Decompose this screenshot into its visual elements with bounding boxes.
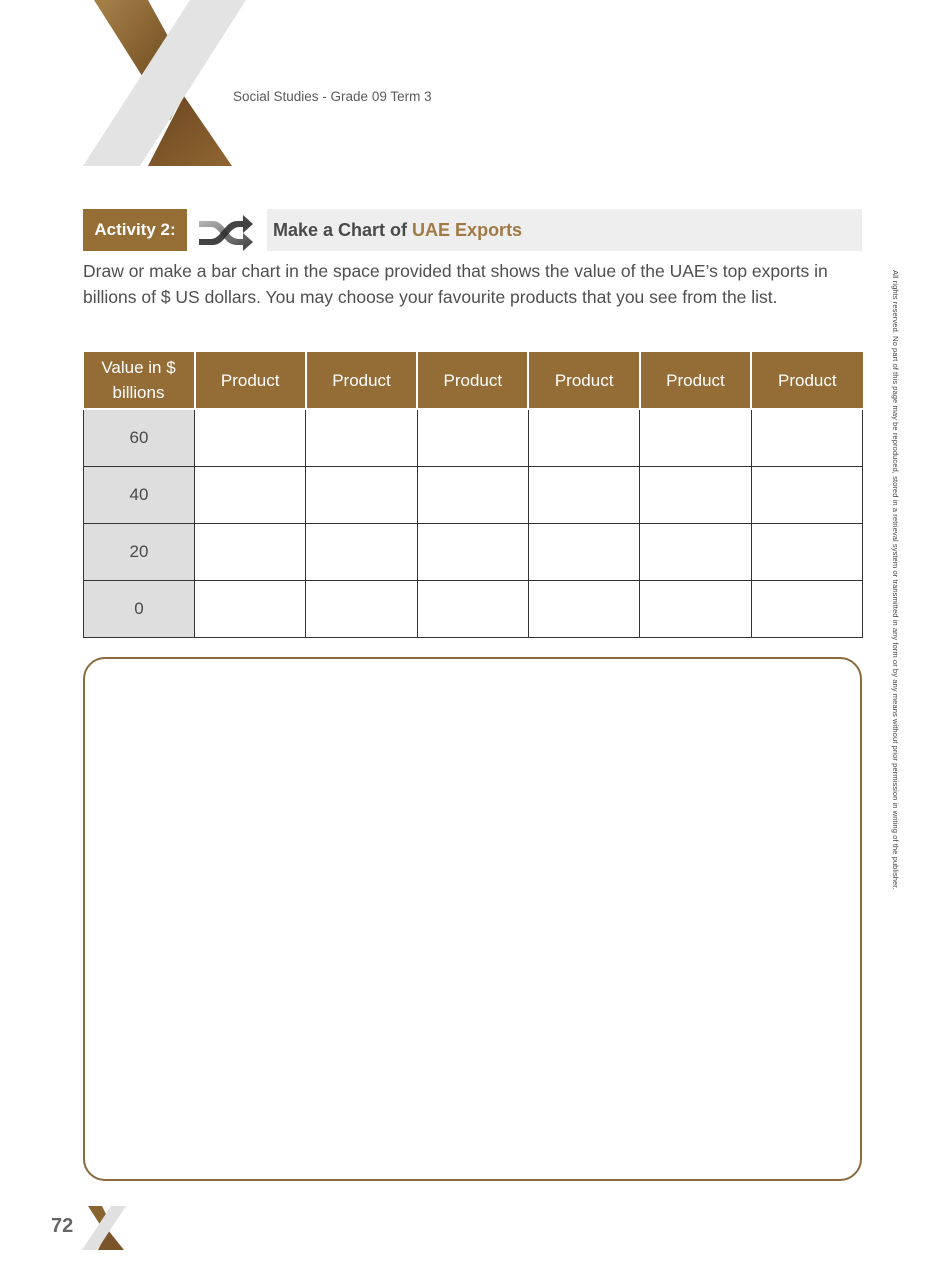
entry-cell[interactable] — [195, 467, 306, 524]
entry-cell[interactable] — [195, 581, 306, 638]
drawing-area[interactable] — [83, 657, 862, 1181]
page-number: 72 — [51, 1215, 74, 1237]
entry-cell[interactable] — [751, 524, 862, 581]
copyright-notice: All rights reserved. No part of this page may be reproduced, stored in a retrieval system or transmitted in any form or by any means without prior permission in writing of the publisher. — [891, 270, 900, 890]
value-cell: 40 — [84, 467, 195, 524]
entry-cell[interactable] — [751, 409, 862, 467]
table-header-row — [84, 352, 863, 409]
product-column-header: Product — [640, 352, 751, 409]
entry-cell[interactable] — [306, 581, 417, 638]
shuffle-arrows-icon — [195, 209, 257, 251]
entry-cell[interactable] — [528, 581, 639, 638]
entry-cell[interactable] — [528, 409, 639, 467]
entry-cell[interactable] — [528, 467, 639, 524]
table-row — [84, 524, 863, 581]
entry-cell[interactable] — [640, 409, 751, 467]
product-column-header: Product — [195, 352, 306, 409]
product-column-header: Product — [751, 352, 862, 409]
value-cell: 60 — [84, 409, 195, 467]
activity-title-accent: UAE Exports — [412, 219, 523, 240]
activity-title — [267, 209, 862, 251]
product-column-header: Product — [528, 352, 639, 409]
chart-table — [83, 352, 863, 638]
x-logo-top — [80, 0, 250, 168]
header-subtitle: Social Studies - Grade 09 Term 3 — [233, 89, 432, 104]
x-logo-bottom — [82, 1206, 126, 1251]
activity-title-prefix: Make a Chart of — [273, 219, 408, 240]
entry-cell[interactable] — [306, 409, 417, 467]
product-column-header: Product — [417, 352, 528, 409]
entry-cell[interactable] — [195, 409, 306, 467]
entry-cell[interactable] — [640, 467, 751, 524]
entry-cell[interactable] — [751, 581, 862, 638]
entry-cell[interactable] — [528, 524, 639, 581]
entry-cell[interactable] — [306, 467, 417, 524]
table-row — [84, 467, 863, 524]
entry-cell[interactable] — [417, 467, 528, 524]
entry-cell[interactable] — [640, 524, 751, 581]
entry-cell[interactable] — [417, 524, 528, 581]
entry-cell[interactable] — [195, 524, 306, 581]
value-cell: 0 — [84, 581, 195, 638]
entry-cell[interactable] — [640, 581, 751, 638]
entry-cell[interactable] — [751, 467, 862, 524]
entry-cell[interactable] — [417, 409, 528, 467]
entry-cell[interactable] — [417, 581, 528, 638]
value-cell: 20 — [84, 524, 195, 581]
table-row — [84, 409, 863, 467]
activity-label: Activity 2: — [83, 209, 187, 251]
entry-cell[interactable] — [306, 524, 417, 581]
table-row — [84, 581, 863, 638]
product-column-header: Product — [306, 352, 417, 409]
value-column-header: Value in $ billions — [84, 352, 195, 409]
activity-instructions: Draw or make a bar chart in the space provided that shows the value of the UAE’s top exports in billions of $ US dollars. You may choose your favourite products that you see from the list. — [83, 261, 828, 307]
